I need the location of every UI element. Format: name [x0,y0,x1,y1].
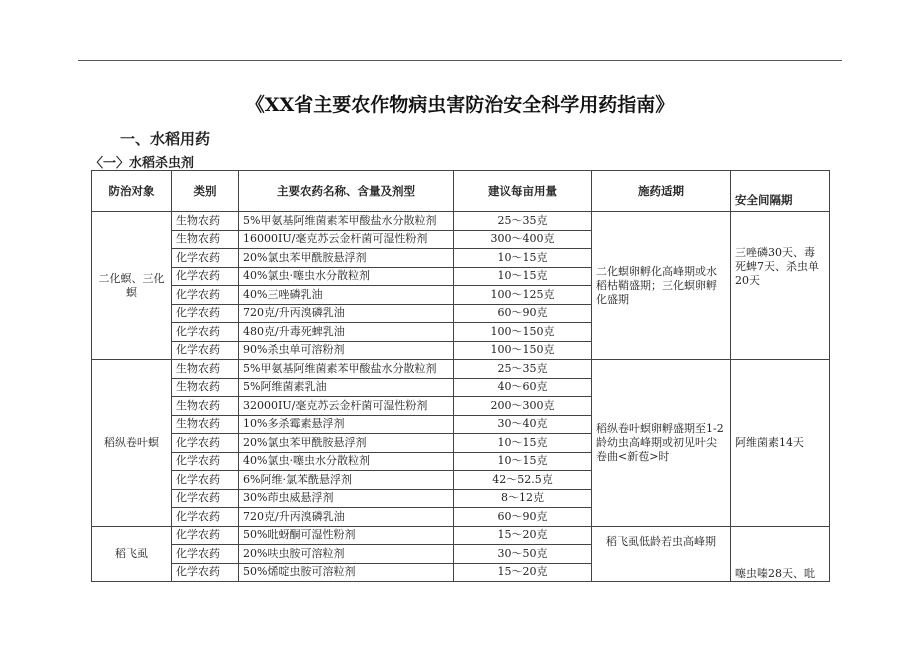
dosage-cell: 10～15克 [454,452,592,471]
pesticide-cell: 5%甲氨基阿维菌素苯甲酸盐水分散粒剂 [239,360,454,379]
pesticide-cell: 50%吡蚜酮可湿性粉剂 [239,526,454,545]
category-cell: 化学农药 [172,341,239,360]
category-cell: 化学农药 [172,545,239,564]
category-cell: 生物农药 [172,415,239,434]
section-heading: 一、水稻用药 [120,130,211,148]
pesticide-cell: 40%氯虫·噻虫水分散粒剂 [239,267,454,286]
dosage-cell: 25～35克 [454,360,592,379]
table-row [92,360,830,379]
category-cell: 化学农药 [172,434,239,453]
category-cell: 生物农药 [172,212,239,231]
pesticide-cell: 40%三唑磷乳油 [239,286,454,305]
category-cell: 化学农药 [172,304,239,323]
pesticide-cell: 90%杀虫单可溶粉剂 [239,341,454,360]
dosage-cell: 15～20克 [454,526,592,545]
pesticide-table [91,170,830,582]
pesticide-cell: 20%氯虫苯甲酰胺悬浮剂 [239,249,454,268]
header-rule [78,60,842,61]
timing-cell: 稻飞虱低龄若虫高峰期 [592,526,731,582]
target-cell: 二化螟、三化螟 [92,212,172,360]
pesticide-cell: 10%多杀霉素悬浮剂 [239,415,454,434]
safety-interval-text: 噻虫嗪28天、吡 [735,567,815,580]
timing-cell: 二化螟卵孵化高峰期或水稻枯鞘盛期；三化螟卵孵化盛期 [592,212,731,360]
pesticide-cell: 5%阿维菌素乳油 [239,378,454,397]
pesticide-cell: 480克/升毒死蜱乳油 [239,323,454,342]
category-cell: 化学农药 [172,471,239,490]
dosage-cell: 100～125克 [454,286,592,305]
pesticide-cell: 6%阿维·氯苯酰悬浮剂 [239,471,454,490]
header-category: 类别 [172,171,239,212]
header-dosage: 建议每亩用量 [454,171,592,212]
dosage-cell: 42～52.5克 [454,471,592,490]
dosage-cell: 10～15克 [454,249,592,268]
dosage-cell: 25～35克 [454,212,592,231]
subsection-heading: 〈一〉水稻杀虫剂 [90,156,195,171]
dosage-cell: 15～20克 [454,563,592,582]
pesticide-cell: 20%呋虫胺可溶粒剂 [239,545,454,564]
pesticide-cell: 5%甲氨基阿维菌素苯甲酸盐水分散粒剂 [239,212,454,231]
category-cell: 生物农药 [172,230,239,249]
category-cell: 化学农药 [172,249,239,268]
category-cell: 化学农药 [172,452,239,471]
dosage-cell: 60～90克 [454,508,592,527]
category-cell: 生物农药 [172,378,239,397]
pesticide-cell: 40%氯虫·噻虫水分散粒剂 [239,452,454,471]
pesticide-cell: 32000IU/毫克苏云金杆菌可湿性粉剂 [239,397,454,416]
category-cell: 化学农药 [172,526,239,545]
category-cell: 化学农药 [172,267,239,286]
target-cell: 稻纵卷叶螟 [92,360,172,527]
category-cell: 化学农药 [172,489,239,508]
dosage-cell: 40～60克 [454,378,592,397]
pesticide-cell: 720克/升丙溴磷乳油 [239,508,454,527]
document-title: 《XX省主要农作物病虫害防治安全科学用药指南》 [245,94,675,116]
header-safety-interval: 安全间隔期 [731,171,830,212]
category-cell: 化学农药 [172,286,239,305]
category-cell: 生物农药 [172,397,239,416]
category-cell: 化学农药 [172,508,239,527]
pesticide-cell: 50%烯啶虫胺可溶粒剂 [239,563,454,582]
dosage-cell: 30～50克 [454,545,592,564]
dosage-cell: 100～150克 [454,341,592,360]
safety-interval-cell: 阿维菌素14天 [731,360,830,527]
dosage-cell: 60～90克 [454,304,592,323]
header-target: 防治对象 [92,171,172,212]
target-cell: 稻飞虱 [92,526,172,582]
dosage-cell: 300～400克 [454,230,592,249]
safety-interval-cell: 三唑磷30天、毒死蜱7天、杀虫单20天 [731,212,830,360]
header-timing: 施药适期 [592,171,731,212]
pesticide-cell: 16000IU/毫克苏云金杆菌可湿性粉剂 [239,230,454,249]
dosage-cell: 10～15克 [454,267,592,286]
dosage-cell: 8～12克 [454,489,592,508]
category-cell: 化学农药 [172,323,239,342]
dosage-cell: 10～15克 [454,434,592,453]
dosage-cell: 200～300克 [454,397,592,416]
table-row [92,212,830,231]
dosage-cell: 100～150克 [454,323,592,342]
dosage-cell: 30～40克 [454,415,592,434]
pesticide-cell: 720克/升丙溴磷乳油 [239,304,454,323]
pesticide-cell: 30%茚虫威悬浮剂 [239,489,454,508]
pesticide-cell: 20%氯虫苯甲酰胺悬浮剂 [239,434,454,453]
timing-cell: 稻纵卷叶螟卵孵盛期至1-2龄幼虫高峰期或初见叶尖卷曲<新苞>时 [592,360,731,527]
header-pesticide: 主要农药名称、含量及剂型 [239,171,454,212]
category-cell: 生物农药 [172,360,239,379]
table-header-row [92,171,830,212]
table-row [92,526,830,545]
category-cell: 化学农药 [172,563,239,582]
safety-interval-cell [731,526,830,582]
